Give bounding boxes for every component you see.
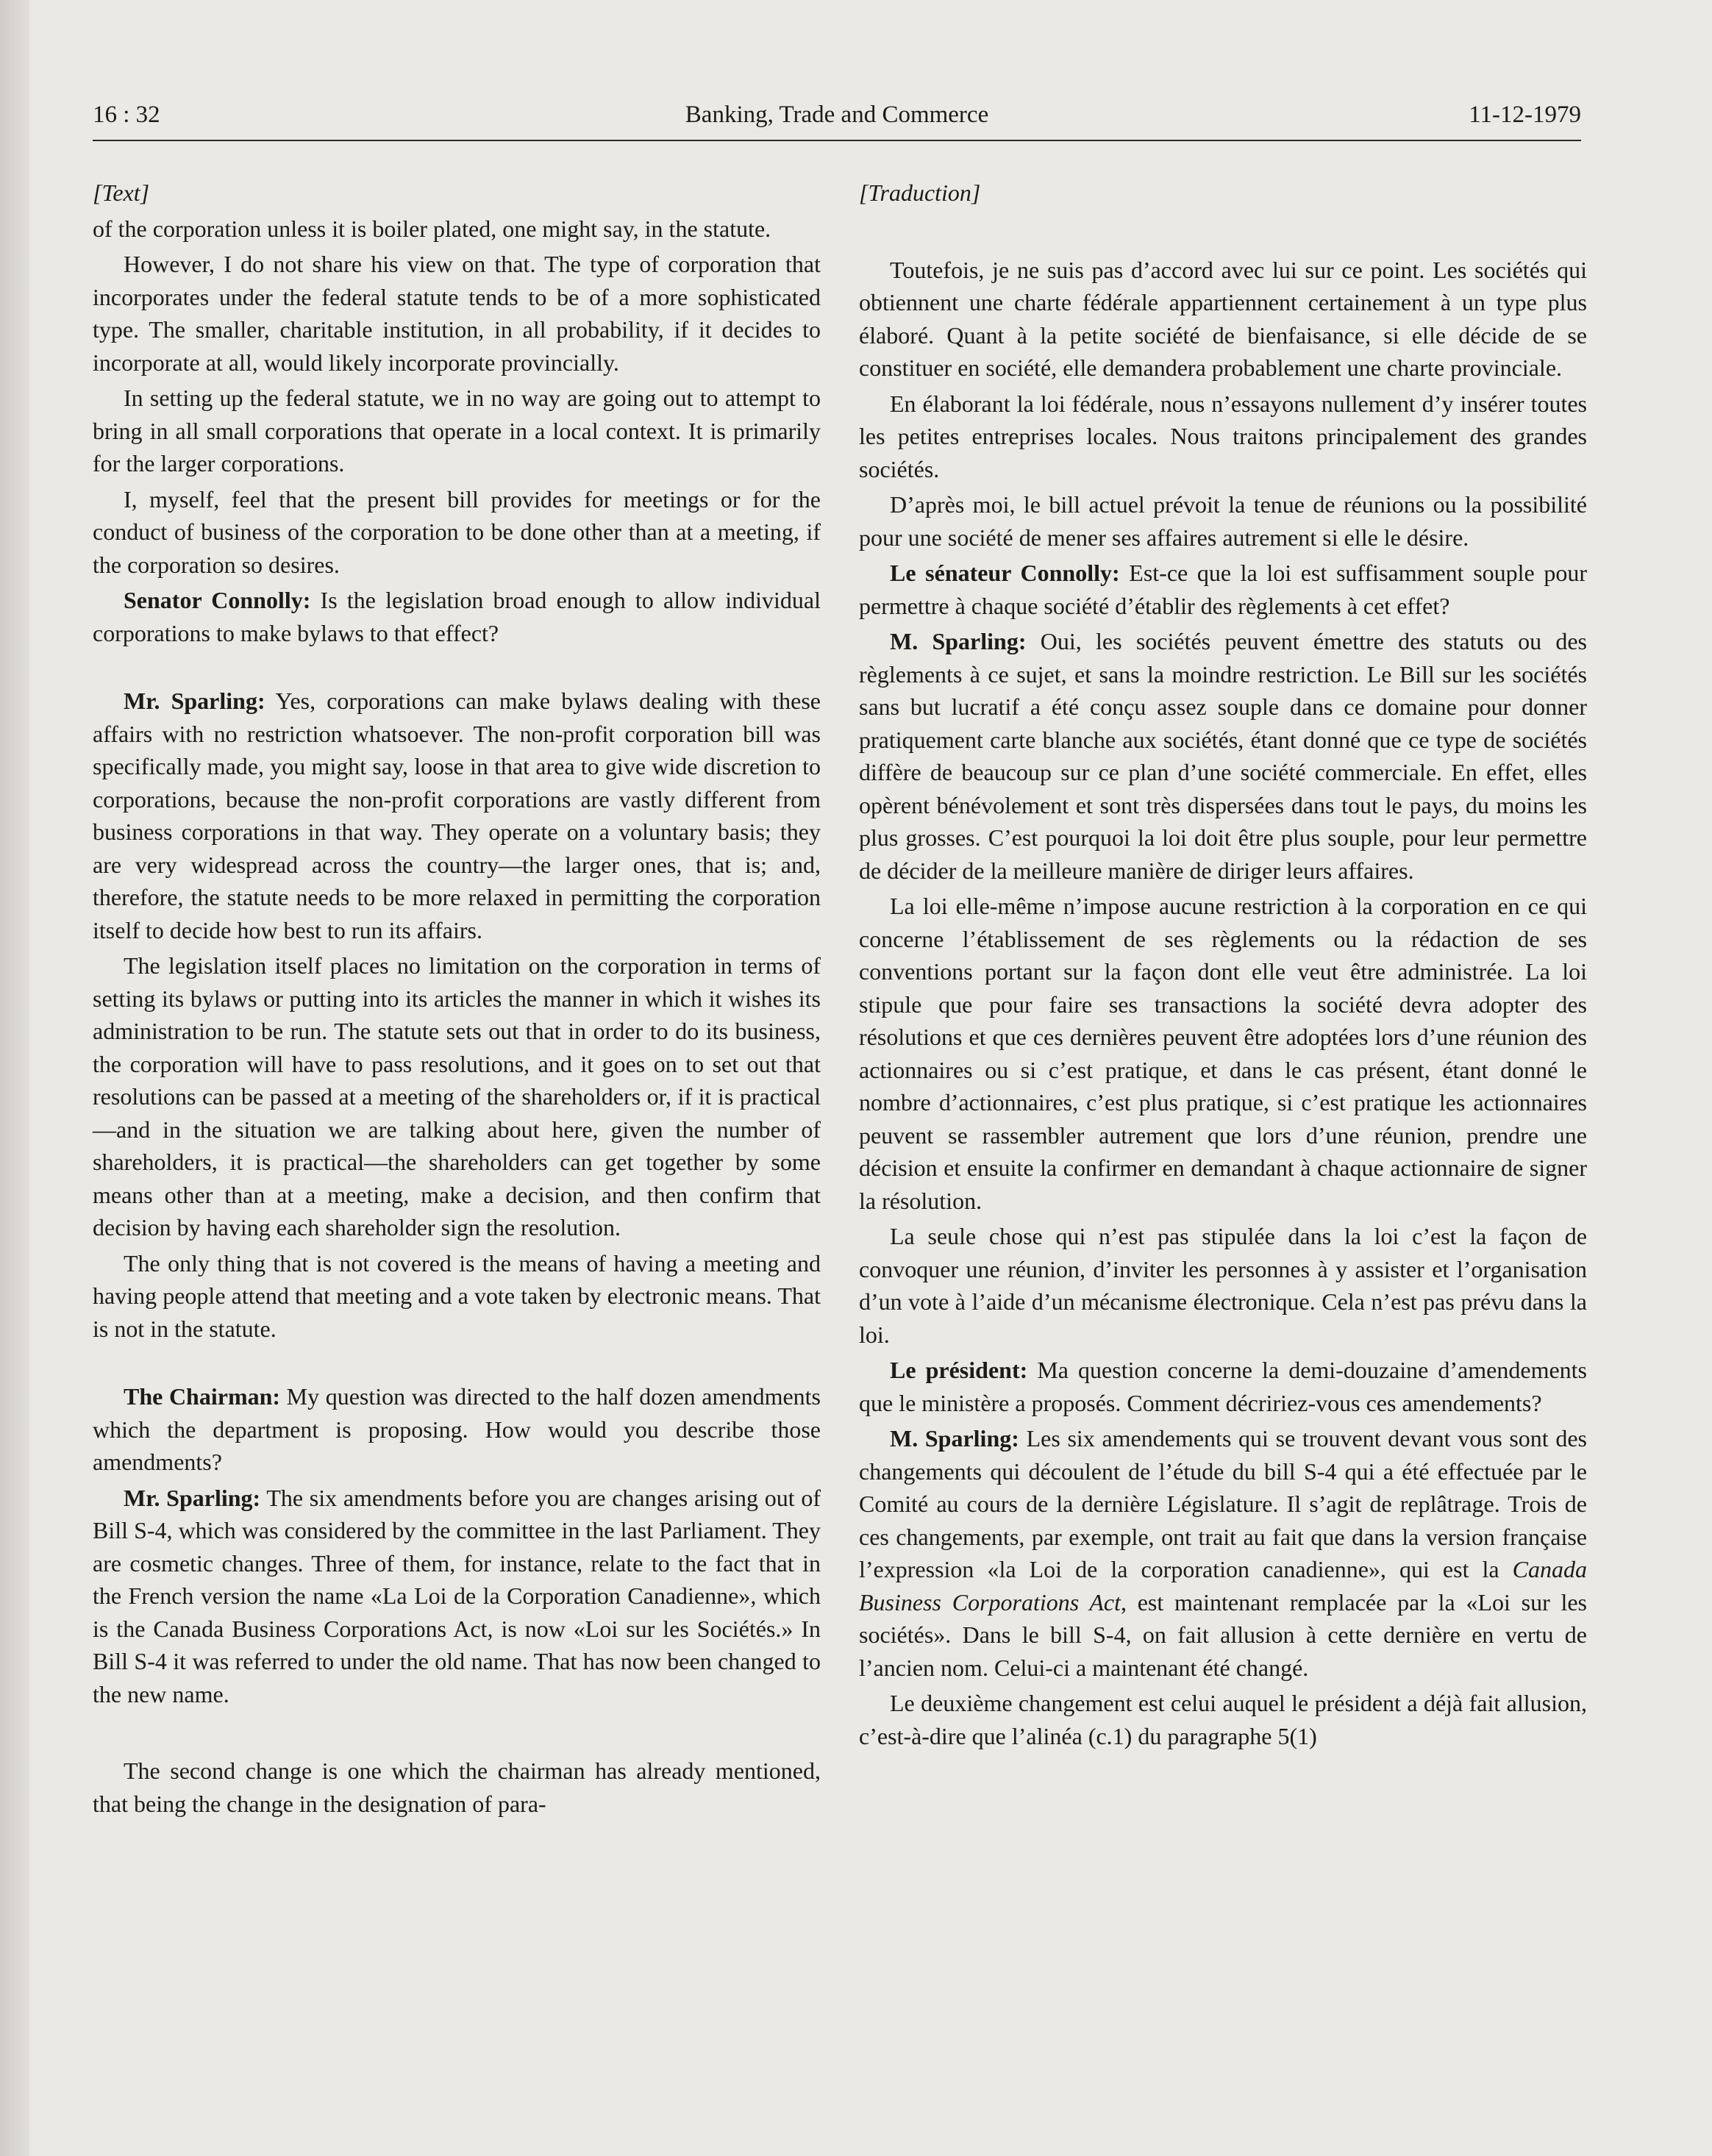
speaker-name: M. Sparling: (890, 1425, 1019, 1452)
column-label-text: [Text] (93, 179, 150, 206)
speaker-name: Mr. Sparling: (124, 1484, 261, 1511)
speech-text: Ma question concerne la demi-douzaine d’amendements que le ministère a proposés. Comment décririez-vous ces amendements? (859, 1357, 1588, 1416)
paragraph: The only thing that is not covered is the means of having a meeting and having people attend that meeting and a vote taken by electronic means. That is not in the statute. (93, 1249, 821, 1342)
speech-text: Les six amendements qui se trouvent devant vous sont des changements qui découlent de l’étude du bill S-4 qui a été effectuée par le Comité au cours de la dernière Législature. Il s’agit de replâtrage. Trois de ces changements, par exemple, ont trait au fait que dans la version française l’expression «la Loi de la corporation canadienne», qui est la (859, 1425, 1588, 1582)
speaker-paragraph (93, 584, 821, 649)
spacer (93, 1713, 821, 1755)
speech-text: The six amendments before you are changes arising out of Bill S-4, which was considered by the committee in the last Parliament. They are cosmetic changes. Three of them, for instance, relate to the fact that in the French version the name «La Loi de la Corporation Canadienne», which is the Canada Business Corporations Act, is now «Loi sur les Sociétés.» In Bill S-4 it was referred to under the old name. That has now been changed to the new name. (93, 1484, 821, 1707)
speaker-paragraph (859, 1422, 1587, 1684)
header-title: Banking, Trade and Commerce (685, 101, 989, 128)
paragraph: D’après moi, le bill actuel prévoit la tenue de réunions ou la possibilité pour une société de mener ses affaires autrement si elle le désire. (859, 491, 1587, 551)
paragraph: En élaborant la loi fédérale, nous n’essayons nullement d’y insérer toutes les petites entreprises locales. Nous traitons principalement des grandes sociétés. (859, 390, 1587, 482)
speech-text: Oui, les sociétés peuvent émettre des statuts ou des règlements à ce sujet, et sans la moindre restriction. Le Bill sur les sociétés sans but lucratif a été conçu assez souple dans ce domaine pour donner pratiquement carte blanche aux sociétés, étant donné que ce type de sociétés diffère de beaucoup sur ce plan d’une société commerciale. En effet, elles opèrent bénévolement et sont très dispersées dans tout le pays, du moins les plus grosses. C’est pourquoi la loi doit être plus souple, pour leur permettre de décider de la meilleure manière de diriger leurs affaires. (859, 628, 1588, 884)
act-title-italic: Canada Business Corporations Act (859, 1556, 1587, 1616)
speaker-paragraph (93, 1482, 821, 1711)
paragraph: In setting up the federal statute, we in no way are going out to attempt to bring in all small corporations that operate in a local context. It is primarily for the larger corporations. (93, 385, 821, 476)
speech-text: Est-ce que la loi est suffisamment souple pour permettre à chaque société d’établir des règlements à cet effet? (859, 560, 1588, 619)
speaker-name: Le sénateur Connolly: (890, 560, 1120, 586)
paragraph: The legislation itself places no limitation on the corporation in terms of setting its bylaws or putting into its articles the manner in which it wishes its administration to be run. The statute sets out that in order to do its business, the corporation will have to pass resolutions, and it goes on to set out that resolutions can be passed at a meeting of the shareholders or, if it is practical—and in the situation we are talking about here, given the number of shareholders, it is practical—the shareholders can get together by some means other than at a meeting, make a decision, and then confirm that decision by having each shareholder sign the resolution. (93, 952, 821, 1241)
paragraph: However, I do not share his view on that. The type of corporation that incorporates under the federal statute tends to be of a more sophisticated type. The smaller, charitable institution, in all probability, if it decides to incorporate at all, would likely incorporate provincially. (93, 251, 821, 376)
speech-text: My question was directed to the half dozen amendments which the department is proposing. How would you describe those amendments? (93, 1383, 821, 1475)
spacer (93, 652, 821, 685)
paragraph: Toutefois, je ne suis pas d’accord avec lui sur ce point. Les sociétés qui obtiennent une charte fédérale appartiennent certainement à un type plus élaboré. Quant à la petite société de bienfaisance, si elle décide de se constituer en société, elle demandera probablement une charte provinciale. (859, 256, 1587, 381)
running-header (93, 101, 1581, 140)
speaker-paragraph (859, 1354, 1587, 1419)
speaker-paragraph (93, 1380, 821, 1479)
page-number: 16 : 32 (93, 101, 160, 128)
french-column (859, 176, 1587, 1755)
speaker-name: Mr. Sparling: (124, 688, 265, 714)
speech-text: , est maintenant remplacée par la «Loi sur les sociétés». Dans le bill S-4, on fait allusion à cette dernière en vertu de l’ancien nom. Celui-ci a maintenant été changé. (859, 1588, 1588, 1681)
speech-text: Yes, corporations can make bylaws dealing with these affairs with no restriction whatsoever. The non-profit corporation bill was specifically made, you might say, loose in that area to give wide discretion to corporations, because the non-profit corporations are vastly different from business corporations in that way. They operate on a voluntary basis; they are very widespread across the country—the larger ones, that is; and, therefore, the statute needs to be more relaxed in permitting the corporation itself to decide how best to run its affairs. (93, 688, 821, 943)
header-rule (93, 140, 1581, 141)
spacer (859, 213, 1587, 254)
speaker-name: Le président: (890, 1357, 1028, 1383)
paragraph: Le deuxième changement est celui auquel le président a déjà fait allusion, c’est-à-dire que l’alinéa (c.1) du paragraphe 5(1) (859, 1690, 1587, 1749)
column-label-text: [Traduction] (859, 179, 981, 206)
english-column (93, 176, 821, 1823)
paragraph: The second change is one which the chairman has already mentioned, that being the change in the designation of para- (93, 1757, 821, 1817)
speaker-name: Senator Connolly: (124, 587, 311, 613)
speaker-name: M. Sparling: (890, 628, 1027, 654)
paragraph: I, myself, feel that the present bill provides for meetings or for the conduct of business of the corporation to be done other than at a meeting, if the corporation so desires. (93, 485, 821, 578)
speech-text: Is the legislation broad enough to allow individual corporations to make bylaws to that effect? (93, 587, 821, 646)
page-edge-shadow (0, 0, 29, 2156)
speaker-name: The Chairman: (124, 1383, 281, 1410)
speaker-paragraph (859, 557, 1587, 622)
speaker-paragraph (859, 625, 1587, 887)
speaker-paragraph (93, 685, 821, 946)
paragraph: of the corporation unless it is boiler plated, one might say, in the statute. (93, 215, 771, 242)
spacer (93, 1348, 821, 1380)
paragraph: La seule chose qui n’est pas stipulée dans la loi c’est la façon de convoquer une réunion, d’inviter les personnes à y assister et l’organisation d’un vote à l’aide d’un mécanisme électronique. Cela n’est pas prévu dans la loi. (859, 1223, 1587, 1348)
paragraph: La loi elle-même n’impose aucune restriction à la corporation en ce qui concerne l’établissement de ses règlements ou la rédaction de ses conventions portant sur la façon dont elle veut être administrée. La loi stipule que pour faire ses transactions la société devra adopter des résolutions et que ces dernières peuvent être adoptées lors d’une réunion des actionnaires ou si c’est pratique, et dans le cas présent, étant donné le nombre d’actionnaires, c’est plus pratique, si c’est pratique les actionnaires peuvent se rassembler autrement que lors d’une réunion, prendre une décision et ensuite la confirmer en demandant à chaque actionnaire de signer la résolution. (859, 893, 1587, 1214)
header-date: 11-12-1979 (1469, 101, 1581, 128)
